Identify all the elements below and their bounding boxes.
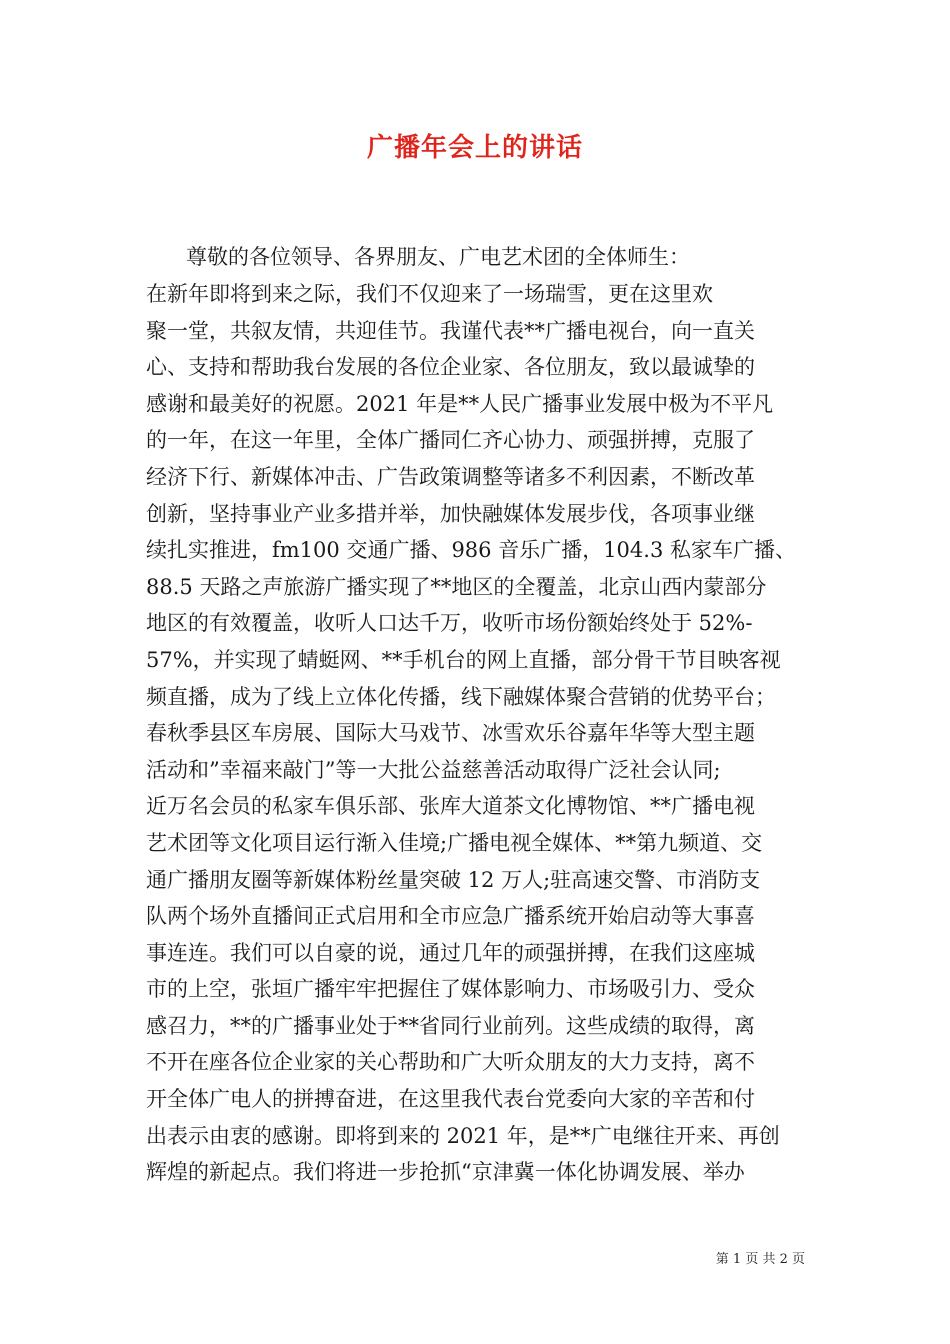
document-title: 广播年会上的讲话 [366, 133, 583, 163]
body-line: 不开在座各位企业家的关心帮助和广大听众朋友的大力支持，离不 [146, 1050, 755, 1075]
body-line: 队两个场外直播间正式启用和全市应急广播系统开始启动等大事喜 [146, 904, 755, 929]
page-number-footer: 第 1 页 共 2 页 [715, 1252, 805, 1267]
salutation-line: 尊敬的各位领导、各界朋友、广电艺术团的全体师生： [186, 245, 690, 269]
body-line: 经济下行、新媒体冲击、广告政策调整等诸多不利因素，不断改革 [146, 464, 755, 489]
body-line: 出表示由衷的感谢。即将到来的 2021 年，是**广电继往开来、再创 [146, 1123, 780, 1148]
body-line: 辉煌的新起点。我们将进一步抢抓“京津冀一体化协调发展、举办 [146, 1160, 745, 1185]
body-line: 市的上空，张垣广播牢牢把握住了媒体影响力、市场吸引力、受众 [146, 977, 755, 1002]
body-line: 88.5 天路之声旅游广播实现了**地区的全覆盖，北京山西内蒙部分 [146, 574, 767, 599]
body-line: 近万名会员的私家车俱乐部、张库大道茶文化博物馆、**广播电视 [146, 794, 755, 819]
body-line: 感谢和最美好的祝愿。2021 年是**人民广播事业发展中极为不平凡 [146, 391, 774, 416]
body-line: 活动和”幸福来敲门”等一大批公益慈善活动取得广泛社会认同; [146, 757, 721, 782]
body-line: 聚一堂，共叙友情，共迎佳节。我谨代表**广播电视台，向一直关 [146, 318, 755, 343]
body-line: 在新年即将到来之际，我们不仅迎来了一场瑞雪，更在这里欢 [146, 282, 713, 306]
body-line: 57%，并实现了蜻蜓网、**手机台的网上直播，部分骨干节目映客视 [146, 647, 781, 672]
body-line: 通广播朋友圈等新媒体粉丝量突破 12 万人;驻高速交警、市消防支 [146, 867, 761, 892]
body-line: 开全体广电人的拼搏奋进，在这里我代表台党委向大家的辛苦和付 [146, 1087, 755, 1112]
body-line: 艺术团等文化项目运行渐入佳境;广播电视全媒体、**第九频道、交 [146, 830, 763, 855]
body-line: 的一年，在这一年里，全体广播同仁齐心协力、顽强拼搏，克服了 [146, 428, 755, 453]
body-line: 频直播，成为了线上立体化传播，线下融媒体聚合营销的优势平台； [146, 684, 776, 709]
body-paragraph [146, 276, 826, 1191]
body-line: 续扎实推进，fm100 交通广播、986 音乐广播，104.3 私家车广播、 [146, 538, 796, 563]
body-line: 创新，坚持事业产业多措并举，加快融媒体发展步伐，各项事业继 [146, 501, 755, 526]
body-line: 感召力，**的广播事业处于**省同行业前列。这些成绩的取得，离 [146, 1013, 755, 1038]
body-line: 事连连。我们可以自豪的说，通过几年的顽强拼搏，在我们这座城 [146, 940, 755, 965]
body-line: 心、支持和帮助我台发展的各位企业家、各位朋友，致以最诚挚的 [146, 355, 755, 380]
body-line: 地区的有效覆盖，收听人口达千万，收听市场份额始终处于 52%- [146, 611, 753, 636]
body-line: 春秋季县区车房展、国际大马戏节、冰雪欢乐谷嘉年华等大型主题 [146, 721, 755, 746]
